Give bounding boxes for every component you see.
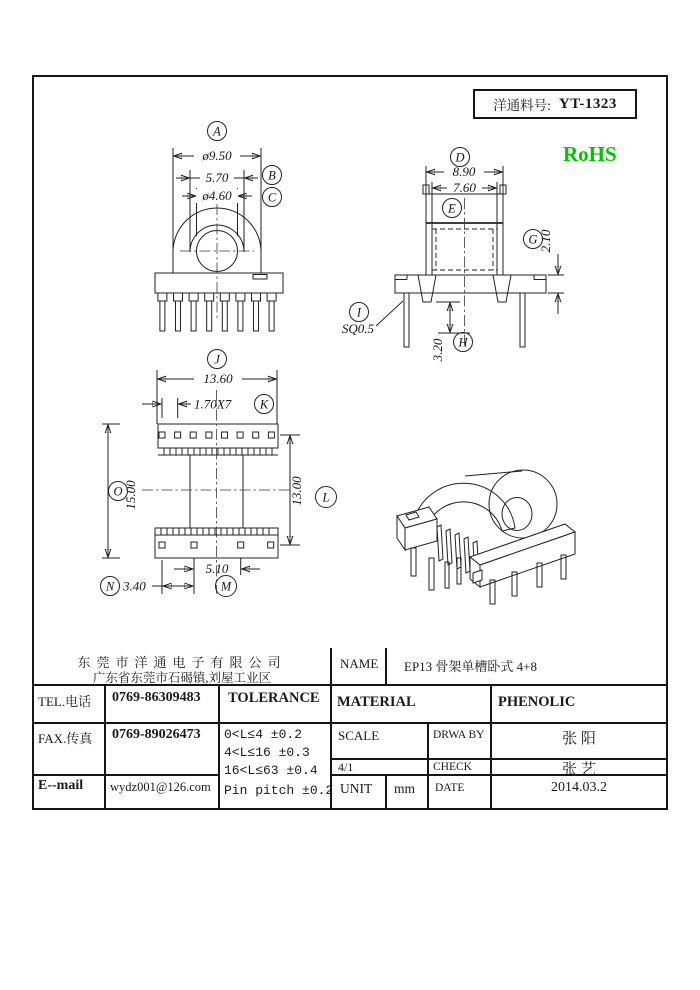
check-value: 张 艺 [562, 762, 596, 778]
plan-dim-pin-pitch [142, 398, 191, 418]
tolerance-line-2: 4<L≤16 ±0.3 [224, 745, 310, 760]
scale-label: SCALE [338, 728, 380, 743]
dim-length: 13.60 [203, 371, 233, 386]
tb-line [427, 722, 429, 810]
balloon-m-label: M [220, 579, 232, 594]
company-address: 广东省东莞市石碣镇,刘屋工业区 [92, 671, 272, 685]
tolerance-line-4: Pin pitch ±0.2 [224, 783, 334, 798]
tolerance-label: TOLERANCE [228, 690, 320, 706]
balloon-n-label: N [105, 579, 115, 594]
balloon-a-label: A [213, 124, 221, 139]
dim-pin-pitch: 1.70X7 [194, 396, 232, 412]
front-body-outline [155, 204, 283, 320]
tb-line [218, 684, 220, 810]
part-number-label: 洋通料号: [493, 98, 551, 113]
title-block [32, 648, 668, 810]
balloon-d-label: D [455, 150, 465, 165]
front-balloon-c [263, 188, 282, 207]
tel-label: TEL.电话 [38, 694, 92, 709]
side-balloon-h [454, 333, 473, 352]
side-balloon-e [443, 199, 462, 218]
dim-body-width: 8.90 [452, 164, 476, 179]
date-value: 2014.03.2 [551, 780, 607, 795]
dim-inner-width: 7.60 [453, 180, 476, 195]
plan-view-drawing [90, 348, 345, 600]
side-dim-base-thickness [548, 254, 564, 314]
dim-base-thickness: 2.10 [538, 229, 553, 253]
material-value: PHENOLIC [498, 694, 576, 710]
tolerance-line-3: 16<L≤63 ±0.4 [224, 763, 318, 778]
side-pin-square-callout [376, 301, 403, 326]
balloon-o-label: O [113, 484, 123, 499]
dim-tube-od: 5.70 [205, 170, 229, 185]
fax-value: 0769-89026473 [112, 727, 201, 742]
plan-balloon-m [216, 576, 237, 597]
dim-mid-pitch: 5.10 [205, 561, 229, 576]
front-balloon-b [263, 166, 282, 185]
tb-line [385, 648, 387, 684]
dim-total-height: 15.00 [123, 480, 138, 510]
part-name-value: EP13 骨架单槽卧式 4+8 [404, 659, 538, 674]
tolerance-line-1: 0<L≤4 ±0.2 [224, 727, 303, 742]
front-view-drawing [130, 118, 318, 340]
tb-line [104, 684, 106, 810]
plan-dim-end-pitch [152, 560, 194, 594]
balloon-k-label: K [259, 397, 269, 412]
dim-pin-square: SQ0.5 [341, 321, 375, 336]
isometric-view-drawing [385, 430, 620, 608]
tb-line [32, 722, 668, 724]
plan-balloon-k [255, 395, 274, 414]
drawn-by-label: DRWA BY [433, 729, 485, 741]
dim-pin-length: 3.20 [430, 338, 445, 362]
balloon-i-label: I [356, 305, 362, 320]
side-balloon-d [451, 148, 470, 167]
side-body-outline [395, 185, 546, 345]
balloon-c-label: C [267, 190, 277, 205]
balloon-h-label: H [458, 335, 468, 350]
balloon-g-label: G [528, 232, 538, 247]
balloon-e-label: E [448, 201, 456, 216]
part-number-box [473, 89, 637, 119]
rohs-mark: RoHS [563, 142, 617, 166]
unit-value: mm [394, 781, 416, 796]
material-label: MATERIAL [337, 694, 416, 710]
drawn-by-value: 张 阳 [562, 731, 596, 747]
balloon-l-label: L [322, 490, 330, 505]
dim-end-pitch: 3.40 [123, 578, 146, 594]
tel-value: 0769-86309483 [112, 690, 201, 705]
front-balloon-a [208, 122, 227, 141]
dim-outer-diameter: ø9.50 [202, 148, 232, 163]
email-value: wydz001@126.com [110, 780, 211, 794]
check-label: CHECK [433, 761, 472, 773]
fax-label: FAX.传真 [38, 731, 93, 746]
dim-row-span: 13.00 [289, 476, 304, 506]
tb-line [385, 774, 387, 810]
side-balloon-i [350, 303, 369, 322]
date-label: DATE [435, 782, 465, 794]
name-label: NAME [340, 656, 379, 671]
balloon-b-label: B [268, 168, 276, 183]
scale-value: 4/1 [338, 760, 354, 774]
plan-balloon-j [208, 350, 227, 369]
email-label: E--mail [38, 778, 84, 793]
side-view-drawing [330, 140, 580, 368]
part-number-value: YT-1323 [558, 95, 617, 112]
plan-balloon-n [101, 577, 120, 596]
iso-bobbin-outline [397, 470, 575, 604]
company-name: 东莞市洋通电子有限公司 [77, 655, 287, 670]
dim-core-diameter: ø4.60 [202, 188, 232, 203]
tb-line [32, 774, 218, 776]
plan-balloon-l [316, 487, 337, 508]
unit-label: UNIT [340, 781, 373, 796]
balloon-j-label: J [214, 352, 220, 367]
